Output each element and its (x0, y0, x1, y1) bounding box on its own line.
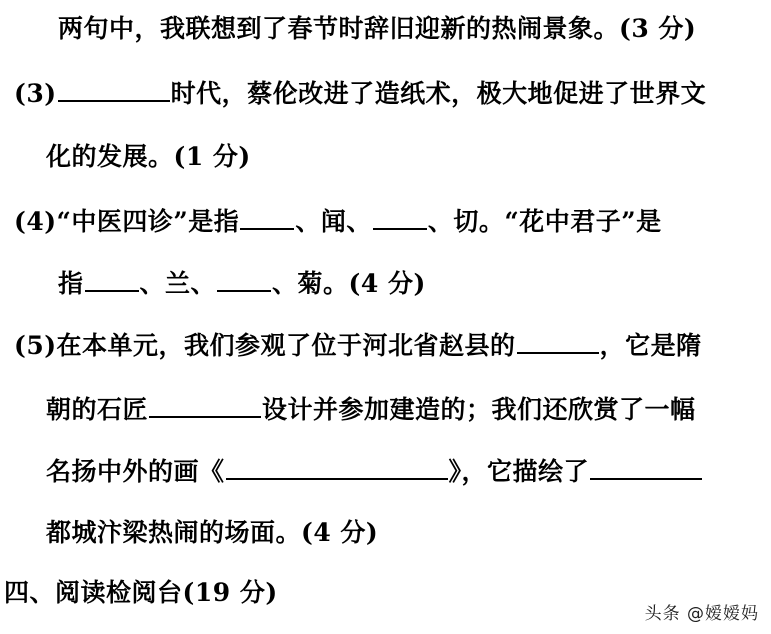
question-5-text-6: 》，它描绘了 (448, 457, 590, 486)
question-4-text-2: 、闻、 (295, 207, 372, 236)
question-4-text-3: 、切。“花中君子”是 (427, 207, 662, 236)
question-4-line-1 (14, 206, 662, 237)
question-3-continuation: 化的发展。(1 分) (46, 142, 251, 171)
answer-blank[interactable] (590, 456, 702, 480)
watermark: 头条 @嫒嫒妈 (644, 604, 759, 624)
question-5-text-1: (5)在本单元，我们参观了位于河北省赵县的 (14, 331, 516, 360)
question-5-line-1 (14, 330, 702, 361)
question-3-text: 时代，蔡伦改进了造纸术，极大地促进了世界文 (170, 79, 707, 108)
answer-blank[interactable] (85, 268, 139, 292)
answer-blank[interactable] (517, 330, 599, 354)
section-4-title: 四、阅读检阅台(19 分) (4, 578, 278, 607)
question-4-text-5: 、兰、 (139, 269, 217, 298)
question-5-line-3 (46, 456, 703, 487)
question-3-number: (3) (14, 79, 57, 108)
question-5-line-4 (46, 518, 378, 548)
question-5-line-2 (46, 394, 696, 425)
answer-blank[interactable] (217, 268, 271, 292)
answer-blank[interactable] (240, 206, 294, 230)
question-3-line-1 (14, 78, 706, 109)
question-4-text-1: (4)“中医四诊”是指 (14, 207, 240, 236)
question-5-text-7: 都城汴梁热闹的场面。(4 分) (46, 518, 379, 547)
question-3-line-2 (46, 142, 251, 172)
question-5-text-3: 朝的石匠 (46, 395, 149, 424)
question-4-line-2 (58, 268, 426, 299)
question-5-text-5: 名扬中外的画《 (46, 457, 225, 486)
answer-blank[interactable] (373, 206, 427, 230)
question-4-text-6: 、菊。(4 分) (272, 269, 426, 298)
section-4-heading (4, 578, 278, 608)
q2-continuation-line (58, 14, 696, 44)
question-5-text-4: 设计并参加建造的；我们还欣赏了一幅 (262, 395, 696, 424)
answer-blank[interactable] (226, 456, 448, 480)
answer-blank[interactable] (149, 394, 261, 418)
question-5-text-2: ，它是隋 (599, 331, 702, 360)
question-4-text-4: 指 (58, 269, 84, 298)
q2-continuation-text: 两句中，我联想到了春节时辞旧迎新的热闹景象。(3 分) (58, 14, 697, 43)
answer-blank[interactable] (58, 78, 170, 102)
